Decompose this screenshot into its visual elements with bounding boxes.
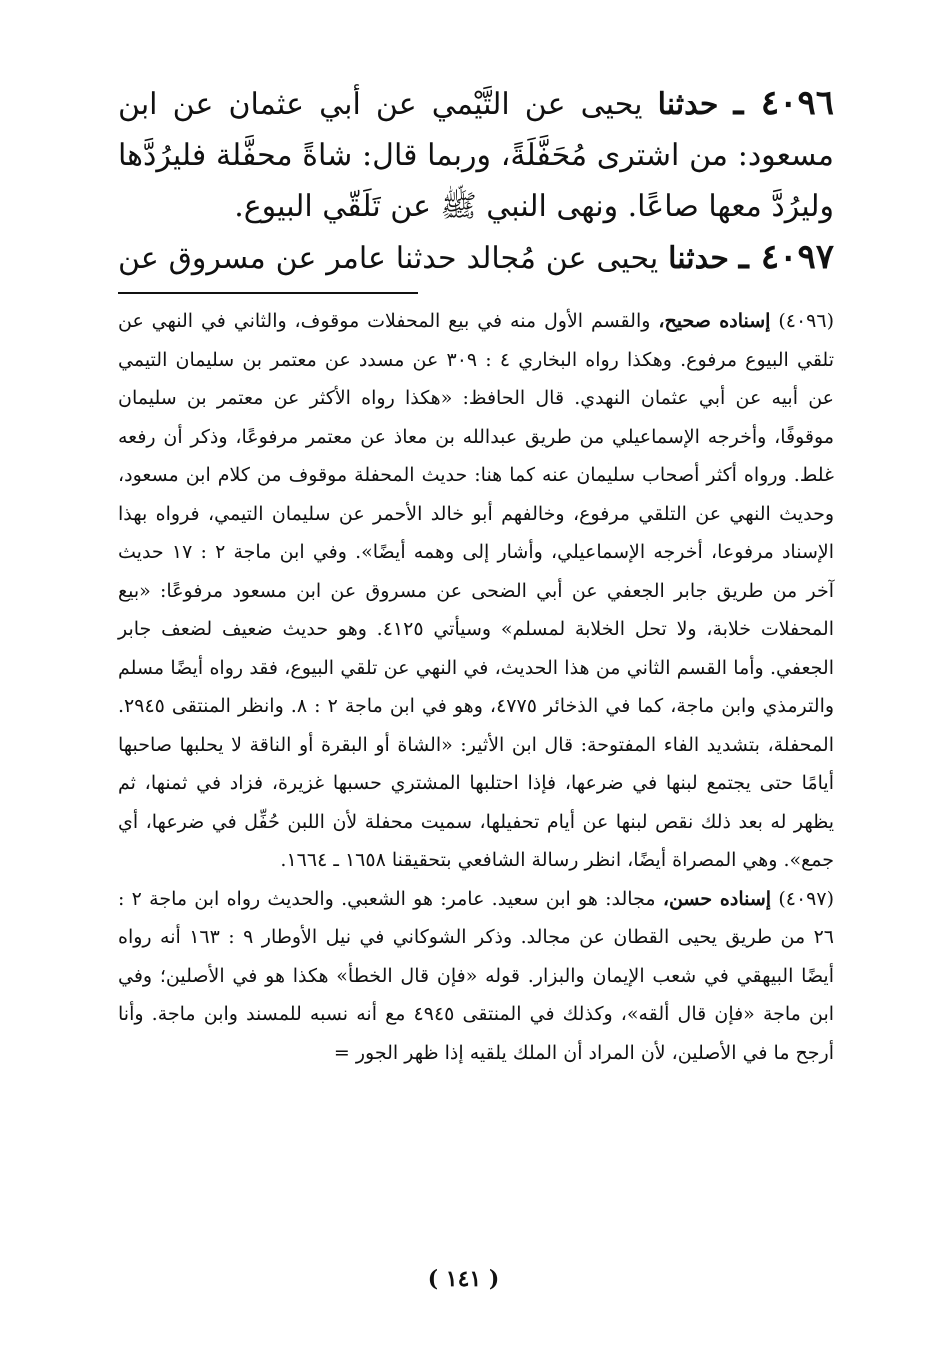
- isnad-grade: إسناده حسن،: [662, 887, 772, 910]
- hadith-text: يحيى عن مُجالد حدثنا عامر عن مسروق عن: [118, 241, 659, 276]
- footnotes: [118, 302, 834, 1072]
- footnote-text: والقسم الأول منه في بيع المحفلات موقوف، والثاني في النهي عن تلقي البيوع مرفوع. وهكذا رواه البخاري ٤ : ٣٠٩ عن مسدد عن معتمر بن سليمان التيمي عن أبيه عن أبي عثمان النهدي. قال الحافظ: «هكذا رواه الأكثر عن معتمر بن سليمان موقوفًا، وأخرجه الإسماعيلي من طريق عبدالله بن معاذ عن معتمر مرفوعًا، وذكر أن رفعه غلط. ورواه أكثر أصحاب سليمان عنه كما هنا: حديث المحفلة موقوف من كلام ابن مسعود، وحديث النهي عن التلقي مرفوع، وخالفهم أبو خالد الأحمر عن سليمان التيمي، فرواه بهذا الإسناد مرفوعا، أخرجه الإسماعيلي، وأشار إلى وهمه أيضًا». وفي ابن ماجة ٢ : ١٧ حديث آخر من طريق جابر الجعفي عن أبي الضحى عن مسروق عن ابن مسعود مرفوعًا: «بيع المحفلات خلابة، ولا تحل الخلابة لمسلم» وسيأتي ٤١٢٥. وهو حديث ضعيف لضعف جابر الجعفي. وأما القسم الثاني من هذا الحديث، في النهي عن تلقي البيوع، فقد رواه أيضًا مسلم والترمذي وابن ماجة، كما في الذخائر ٤٧٧٥، وهو في ابن ماجة ٢ : ٨. وانظر المنتقى ٢٩٤٥. المحفلة، بتشديد الفاء المفتوحة: قال ابن الأثير: «الشاة أو البقرة أو الناقة لا يحلبها صاحبها أيامًا حتى يجتمع لبنها في ضرعها، فإذا احتلبها المشتري حسبها غزيرة، فزاد في ثمنها، ثم يظهر له بعد ذلك نقص لبنها عن أيام تحفيلها، سميت محفلة لأن اللبن حُفِّل في ضرعها، أي جمع». وهي المصراة أيضًا، انظر رسالة الشافعي بتحقيقنا ١٦٥٨ ـ ١٦٦٤.: [118, 310, 835, 871]
- page-content: [118, 78, 834, 1072]
- main-text: [118, 78, 834, 284]
- page-number: ( ١٤١ ): [427, 1266, 500, 1292]
- hadith-text: يحيى عن التَّيْمي عن أبي عثمان عن ابن مسعود: من اشترى مُحَفَّلَةً، وربما قال: شاةً محفَّلة فليرُدَّها وليرُدَّ معها صاعًا. ونهى النبي ﷺ عن تَلَقّي البيوع.: [118, 87, 834, 224]
- isnad-grade: إسناده صحيح،: [658, 310, 771, 332]
- hadith-4096: [118, 78, 834, 232]
- hadith-number: ٤٠٩٦ ـ: [733, 83, 834, 123]
- footnote-4096: [118, 302, 834, 880]
- footnote-ref: (٤٠٩٧): [778, 887, 835, 910]
- footnote-divider: [118, 292, 418, 294]
- hadith-keyword: حدثنا: [668, 241, 729, 276]
- footnote-text: مجالد: هو ابن سعيد. عامر: هو الشعبي. والحديث رواه ابن ماجة ٢ : ٢٦ من طريق يحيى القطان عن مجالد. وذكر الشوكاني في نيل الأوطار ٩ : ١٦٣ أنه رواه أيضًا البيهقي في شعب الإيمان والبزار. قوله «فإن قال الخطأ» هكذا هو في الأصلين؛ وفي ابن ماجة «فإن قال ألقه»، وكذلك في المنتقى ٤٩٤٥ مع أنه نسبه للمسند وابن ماجة. وأنا أرجح ما في الأصلين، لأن المراد أن الملك يلقيه إذا ظهر الجور =: [118, 887, 835, 1064]
- hadith-keyword: حدثنا: [657, 87, 719, 122]
- footnote-ref: (٤٠٩٦): [778, 310, 834, 332]
- hadith-number: ٤٠٩٧ ـ: [738, 237, 834, 277]
- hadith-4097: [118, 232, 834, 284]
- footnote-4097: [118, 880, 834, 1073]
